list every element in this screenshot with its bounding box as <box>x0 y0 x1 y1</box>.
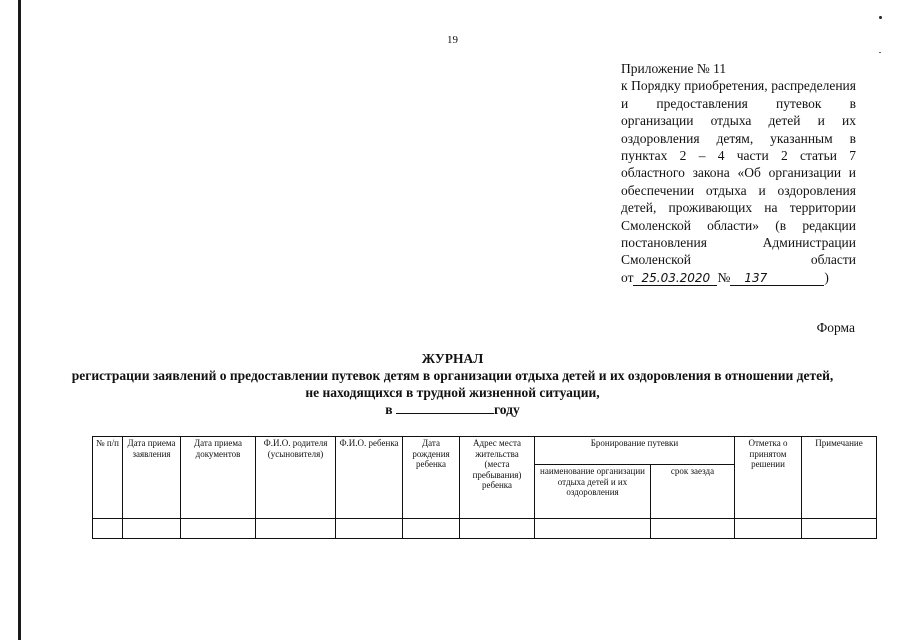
from-label: от <box>621 269 634 285</box>
table-cell <box>735 519 802 539</box>
appendix-date-line <box>621 269 856 286</box>
table-cell <box>93 519 123 539</box>
header-decision: Отметка о принятом решении <box>735 437 802 519</box>
table-cell <box>460 519 535 539</box>
year-blank <box>396 401 494 414</box>
header-num: № п/п <box>93 437 123 519</box>
table-cell <box>123 519 181 539</box>
appendix-block <box>621 60 856 286</box>
scan-speck <box>879 16 882 19</box>
scan-speck <box>879 52 881 53</box>
form-label: Форма <box>816 320 855 335</box>
journal-year-line <box>0 401 905 418</box>
journal-heading: ЖУРНАЛ <box>421 351 484 366</box>
page-number: 19 <box>447 34 458 46</box>
table-cell <box>802 519 877 539</box>
header-booking: Бронирование путевки <box>535 437 735 465</box>
table-cell <box>336 519 403 539</box>
table-cell <box>651 519 735 539</box>
year-prefix: в <box>385 402 393 417</box>
header-child: Ф.И.О. ребенка <box>336 437 403 519</box>
number-label: № <box>717 269 731 285</box>
header-booking-org: наименование организации отдыха детей и их оздоровления <box>535 465 651 519</box>
appendix-title: Приложение № 11 <box>621 61 727 76</box>
journal-subtitle: регистрации заявлений о предоставлении путевок детям в организации отдыха детей и их оздоровления в отношении детей, не находящихся в трудной жизненной ситуации, <box>71 368 834 400</box>
table-cell <box>256 519 336 539</box>
journal-title <box>0 350 905 418</box>
header-app-date: Дата приема заявления <box>123 437 181 519</box>
year-suffix: году <box>493 402 520 417</box>
registration-table <box>92 436 877 539</box>
handwritten-date: 25.03.2020 <box>633 272 717 286</box>
header-booking-term: срок заезда <box>651 465 735 519</box>
header-address: Адрес места жительства (места пребывания) ребенка <box>460 437 535 519</box>
header-note: Примечание <box>802 437 877 519</box>
header-doc-date: Дата приема документов <box>181 437 256 519</box>
appendix-body: к Порядку приобретения, распределения и предоставления путевок в организации отдыха детей и их оздоровления детям, указанным в пунктах 2 – 4 части 2 статьи 7 областного закона «Об организации и обеспечении отдыха и оздоровления детей, проживающих на территории Смоленской области» (в редакции постановления Администрации Смоленской области <box>621 78 856 268</box>
close-paren: ) <box>824 269 829 285</box>
header-birth: Дата рождения ребенка <box>403 437 460 519</box>
header-parent: Ф.И.О. родителя (усыновителя) <box>256 437 336 519</box>
handwritten-number: 137 <box>730 272 824 286</box>
table-cell <box>181 519 256 539</box>
table-cell <box>535 519 651 539</box>
table-row <box>93 519 877 539</box>
table-cell <box>403 519 460 539</box>
scan-edge-line <box>18 0 21 640</box>
